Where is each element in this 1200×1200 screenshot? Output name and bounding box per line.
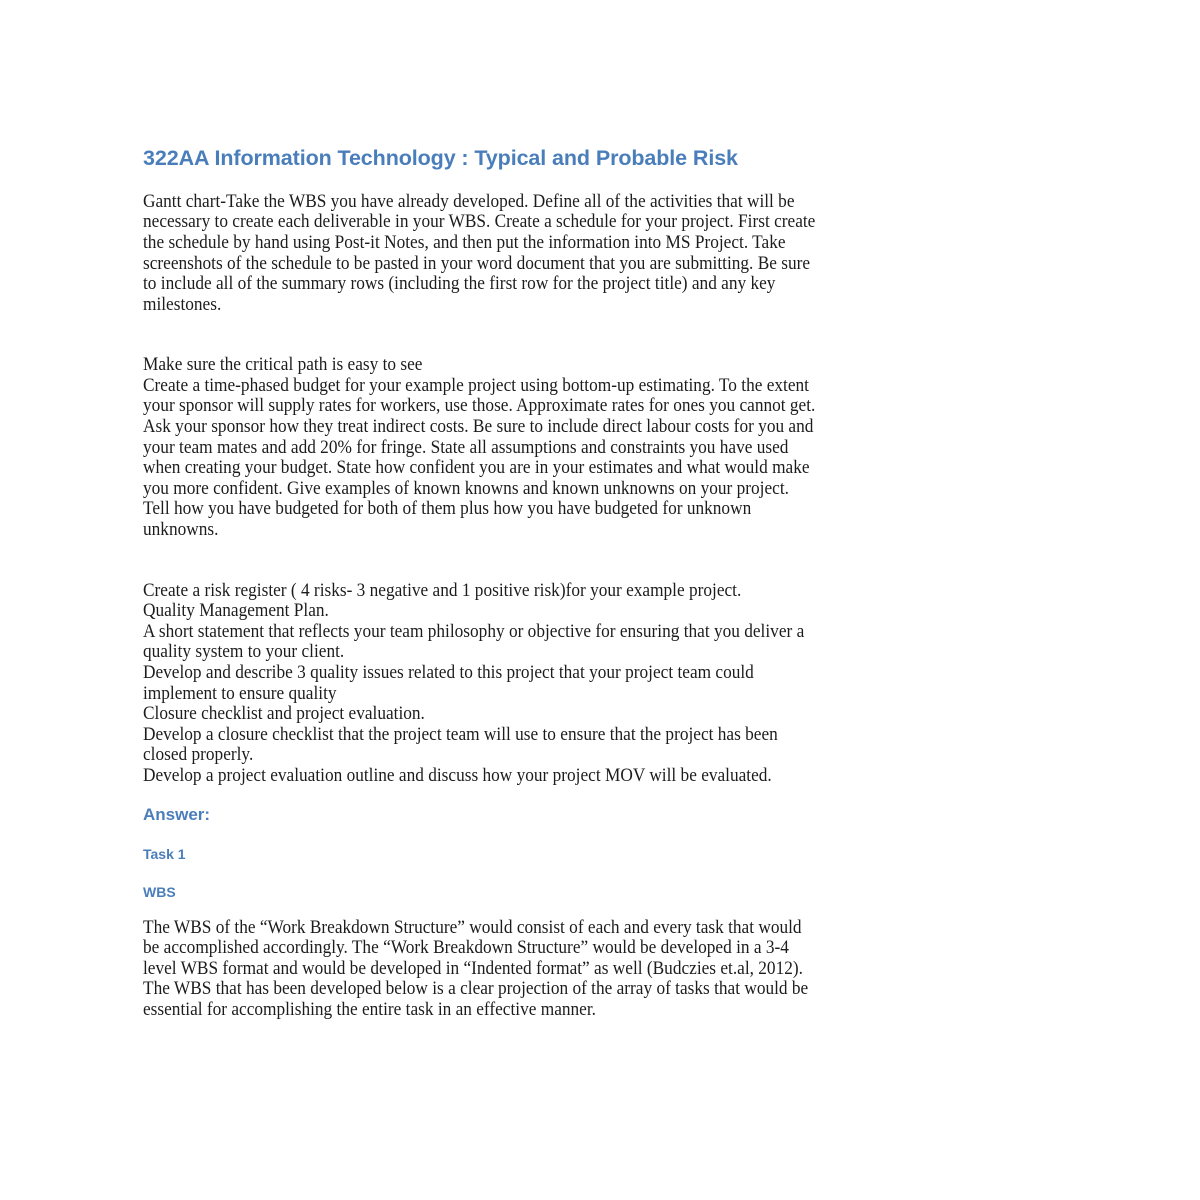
- heading-spacer: [143, 787, 1068, 805]
- text-line: Make sure the critical path is easy to see: [143, 354, 423, 376]
- text-line: The WBS that has been developed below is a clear projection of the array of tasks that would be: [143, 978, 809, 1000]
- text-line: be accomplished accordingly. The “Work Breakdown Structure” would be developed in a 3-4: [143, 937, 789, 959]
- heading-spacer: [143, 863, 1068, 884]
- text-line: Develop a closure checklist that the project team will use to ensure that the project has been: [143, 723, 778, 745]
- text-line: Ask your sponsor how they treat indirect costs. Be sure to include direct labour costs for you and: [143, 416, 814, 438]
- heading-task-1: Task 1: [143, 845, 186, 862]
- paragraph-spacer: [143, 541, 1068, 581]
- paragraph-risk-quality: [143, 581, 1068, 787]
- text-line: essential for accomplishing the entire task in an effective manner.: [143, 998, 596, 1020]
- text-line: A short statement that reflects your team philosophy or objective for ensuring that you deliver a: [143, 620, 805, 642]
- paragraph-risk-quality-text: [143, 581, 1068, 787]
- heading-spacer: [143, 825, 1068, 846]
- text-line: Quality Management Plan.: [143, 600, 329, 622]
- heading-answer: Answer:: [143, 804, 211, 824]
- heading-wbs: WBS: [143, 883, 176, 900]
- document-content: [143, 146, 1068, 1021]
- text-line: level WBS format and would be developed in “Indented format” as well (Budczies et.al, 2012).: [143, 957, 803, 979]
- text-line: necessary to create each deliverable in your WBS. Create a schedule for your project. First create: [143, 211, 816, 233]
- paragraph-wbs-body-text: [143, 918, 1068, 1021]
- text-line: closed properly.: [143, 744, 254, 766]
- text-line: Tell how you have budgeted for both of them plus how you have budgeted for unknown: [143, 498, 752, 520]
- text-line: Create a risk register ( 4 risks- 3 negative and 1 positive risk)for your example project.: [143, 579, 742, 601]
- text-line: Create a time-phased budget for your example project using bottom-up estimating. To the extent: [143, 374, 809, 396]
- text-line: unknowns.: [143, 519, 219, 541]
- page-title: 322AA Information Technology : Typical and Probable Risk: [143, 146, 738, 170]
- paragraph-intro: [143, 192, 1068, 316]
- text-line: Closure checklist and project evaluation.: [143, 703, 425, 725]
- paragraph-spacer: [143, 315, 1068, 355]
- paragraph-budget-text: [143, 355, 1068, 540]
- text-line: your sponsor will supply rates for workers, use those. Approximate rates for ones you cannot get.: [143, 395, 816, 417]
- text-line: you more confident. Give examples of known knowns and known unknowns on your project.: [143, 477, 789, 499]
- text-line: the schedule by hand using Post-it Notes, and then put the information into MS Project. Take: [143, 231, 786, 253]
- text-line: Develop and describe 3 quality issues related to this project that your project team could: [143, 662, 754, 683]
- text-line: quality system to your client.: [143, 641, 345, 663]
- text-line: to include all of the summary rows (including the first row for the project title) and any key: [143, 273, 776, 295]
- text-line: implement to ensure quality: [143, 682, 337, 704]
- paragraph-wbs-body: [143, 918, 1068, 1021]
- heading-spacer: [143, 901, 1068, 918]
- text-line: screenshots of the schedule to be pasted in your word document that you are submitting. Be sure: [143, 252, 811, 274]
- text-line: Develop a project evaluation outline and discuss how your project MOV will be evaluated.: [143, 764, 772, 786]
- paragraph-intro-text: [143, 192, 1068, 316]
- text-line: The WBS of the “Work Breakdown Structure” would consist of each and every task that would: [143, 916, 802, 938]
- paragraph-budget: [143, 355, 1068, 540]
- text-line: Gantt chart-Take the WBS you have already developed. Define all of the activities that will be: [143, 190, 795, 212]
- text-line: when creating your budget. State how confident you are in your estimates and what would make: [143, 457, 810, 479]
- text-line: your team mates and add 20% for fringe. State all assumptions and constraints you have used: [143, 436, 789, 458]
- text-line: milestones.: [143, 293, 222, 315]
